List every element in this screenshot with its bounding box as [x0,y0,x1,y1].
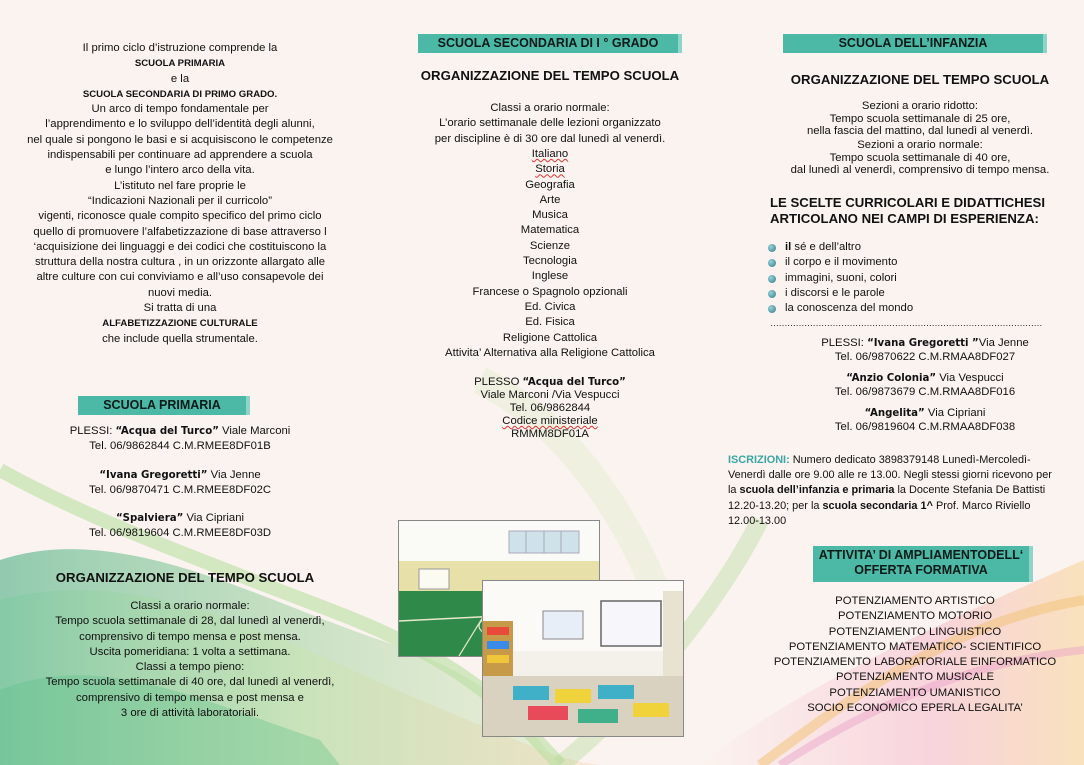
plesso-address [785,337,1065,351]
potenziamento-item: POTENZIAMENTO MOTORIO [838,610,992,623]
plesso-street: Via Cipriani [924,407,986,419]
scelte-title-line: SI ARTICOLANO NEI CAMPI DI ESPERIENZA: [770,195,1045,226]
org-line: Classi a tempo pieno: [135,661,245,674]
org-line: Tempo scuola settimanale di 28, dal lunedì al venerdì, [55,615,325,628]
intro-line: altre culture con cui conviviamo e all’uso consapevole dei [36,271,324,284]
potenziamento-item: POTENZIAMENTO UMANISTICO [829,686,1001,699]
iscrizioni-line-3c: la Docente Stefania De Battisti [894,484,1046,497]
plesso-entry [30,468,330,499]
normale-line: Tempo scuola settimanale di 40 ore, [829,151,1011,164]
secondaria-intro-line: Classi a orario normale: [490,102,610,114]
plesso-phone: Tel. 06/9870471 C.M.RMEE8DF02C [88,483,272,496]
secondaria-section-bar: SCUOLA SECONDARIA DI I ° GRADO [418,34,682,53]
iscrizioni-line-3a: la [728,484,740,497]
plesso-entry [785,372,1065,398]
primaria-org-title: ORGANIZZAZIONE DEL TEMPO SCUOLA [55,570,315,585]
plesso-name: “Acqua del Turco” [522,377,626,388]
plesso-address [785,372,1065,386]
normale-line: dal lunedì al venerdì, comprensivo di tempo mensa. [790,164,1050,176]
orario-ridotto [745,100,1084,138]
intro-line: che include quella strumentale. [102,332,258,345]
attivita-title-line: ATTIVITA’ DI AMPLIAMENTO [818,548,988,562]
potenziamento-item: POTENZIAMENTO LABORATORIALE EINFORMATICO [773,656,1057,669]
column-infanzia [725,0,1084,765]
intro-text [10,41,350,347]
subject-item: Geografia [525,178,575,191]
secondaria-intro-line: per discipline è di 30 ore dal lunedì al venerdì. [434,132,666,145]
intro-line: l’apprendimento e lo sviluppo dell’identità degli alunni, [45,118,315,131]
subject-item: Ed. Civica [524,300,576,313]
subject-item: Scienze [529,239,571,252]
plesso-name: “Spalviera” [115,513,184,525]
campo-item: il corpo e il movimento [767,255,1067,270]
intro-line: quello di promuovere l’alfabetizzazione di base attraverso l [33,225,327,238]
campo-item: immagini, suoni, colori [767,271,1067,286]
plesso-phone: Tel. 06/9870622 C.M.RMAA8DF027 [834,350,1016,363]
plesso-address [785,407,1065,421]
org-line: Uscita pomeridiana: 1 volta a settimana. [89,645,291,658]
plesso-prefix: PLESSI: [821,337,868,349]
iscrizioni-line-2: Venerdì dalle ore 9.00 alle re 13.00. Negli stessi giorni ricevono per [728,469,1052,482]
primaria-org-text [20,599,360,721]
ridotto-line: nella fascia del mattino, dal lunedì al venerdì. [806,125,1034,137]
plesso-detail-line: Codice ministeriale [502,415,598,427]
plesso-street: Via Jenne [978,337,1029,349]
primaria-section-bar: SCUOLA PRIMARIA [78,396,250,415]
subject-item: Musica [532,209,568,222]
plesso-street: Via Vespucci [936,372,1004,384]
intro-line: SCUOLA SECONDARIA DI PRIMO GRADO. [82,88,278,100]
plesso-address [30,468,330,483]
ridotto-line: Tempo scuola settimanale di 25 ore, [829,112,1011,125]
scelte-title [770,195,1084,226]
plesso-phone: Tel. 06/9819604 C.M.RMAA8DF038 [834,420,1016,433]
plesso-detail-line: Viale Marconi /Via Vespucci [480,389,620,401]
subject-item: Italiano [531,148,569,160]
campo-item: la conoscenza del mondo [767,301,1067,316]
ridotto-line: Sezioni a orario ridotto: [861,100,979,112]
column-primary [0,0,360,765]
plesso-street: Via Jenne [207,468,261,481]
plesso-name: “Angelita” [864,408,925,419]
plesso-phone: Tel. 06/9873679 C.M.RMAA8DF016 [834,385,1016,398]
potenziamento-item: POTENZIAMENTO LINGUISTICO [828,625,1002,638]
intro-line: e la [170,72,190,85]
potenziamento-item: POTENZIAMENTO MATEMATICO- SCIENTIFICO [788,640,1042,653]
plesso-prefix: PLESSO [474,376,523,388]
iscrizioni-text [728,453,1082,529]
iscrizioni-label: ISCRIZIONI: [728,454,790,466]
subject-item: Arte [539,193,561,206]
primaria-plessi [30,424,330,555]
attivita-title-line: DELL‘ OFFERTA FORMATIVA [854,548,1024,577]
plesso-entry [785,337,1065,363]
iscrizioni-line-4c: Prof. Marco Riviello [932,499,1031,512]
subject-item: Francese o Spagnolo opzionali [472,285,628,298]
intro-line: “Indicazioni Nazionali per il curricolo” [88,194,272,207]
subject-item: Tecnologia [522,255,577,268]
campo-item: i discorsi e le parole [767,286,1067,301]
plesso-street: Viale Marconi [218,425,291,437]
classroom-image [483,581,683,736]
intro-line: SCUOLA PRIMARIA [134,58,226,70]
subject-item: Inglese [531,270,569,283]
org-line: comprensivo di tempo mensa e post mensa. [79,630,301,643]
plesso-address [30,511,330,526]
plesso-street: Via Cipriani [183,512,245,525]
intro-line: Il primo ciclo d’istruzione comprende la [82,42,278,54]
column-secondary [360,0,730,765]
org-line: comprensivo di tempo mensa e post mensa e [76,691,304,704]
orario-normale [745,139,1084,177]
campo-item [767,240,1067,255]
iscrizioni-line-1: Numero dedicato 3898379148 Lunedì-Mercoledì- [789,454,1031,466]
potenziamento-item: POTENZIAMENTO MUSICALE [836,671,994,684]
subject-item: Matematica [520,224,580,237]
plesso-address [30,424,330,439]
intro-line: ALFABETIZZAZIONE CULTURALE [102,318,258,330]
org-line: 3 ore di attività laboratoriali. [120,707,260,720]
iscrizioni-line-3b: scuola dell’infanzia e primaria [739,484,895,497]
plesso-name: “Ivana Gregoretti” [99,469,208,481]
iscrizioni-line-4a: 12.20-13.20; per la [728,499,823,512]
secondaria-intro-line: L’orario settimanale delle lezioni organizzato [439,117,661,130]
intro-line: nuovi media. [147,286,213,299]
iscrizioni-line-5: 12.00-13.00 [728,514,787,527]
plesso-phone: Tel. 06/9819604 C.M.RMEE8DF03D [88,527,272,540]
org-line: Classi a orario normale: [130,600,250,612]
potenziamenti-list [755,594,1075,716]
subject-item: Attivita’ Alternativa alla Religione Cattolica [445,346,655,359]
intro-line: L’istituto nel fare proprie le [114,179,246,192]
intro-line: vigenti, riconosce quale compito specifico del primo ciclo [38,210,322,223]
scelte-title-line: LE SCELTE CURRICOLARI E DIDATTICHE [770,195,1033,210]
intro-line: Si tratta di una [143,302,217,315]
campi-esperienza-list [767,240,1067,316]
secondaria-plesso [420,376,680,441]
subject-item: Storia [535,163,565,176]
infanzia-org-title: ORGANIZZAZIONE DEL TEMPO SCUOLA [790,72,1050,87]
separator-dots: …………………………………………………………………………………… [770,318,1042,328]
plesso-name: “Acqua del Turco” [115,426,219,437]
normale-line: Sezioni a orario normale: [857,139,983,151]
plesso-entry [785,407,1065,433]
intro-line: ‘acquisizione dei linguaggi e dei codici che costituiscono la [33,240,327,253]
secondaria-org-title: ORGANIZZAZIONE DEL TEMPO SCUOLA [420,68,680,83]
attivita-section-bar [813,546,1033,582]
plesso-phone: Tel. 06/9862844 C.M.RMEE8DF01B [89,440,271,453]
plesso-name: “Ivana Gregoretti ” [867,338,979,349]
plesso-name: “Anzio Colonia” [846,373,937,384]
intro-line: indispensabili per continuare ad apprendere a scuola [47,149,313,162]
intro-line: e lungo l’intero arco della vita. [105,164,255,177]
secondaria-intro [380,101,720,147]
subject-item: Religione Cattolica [502,331,598,344]
intro-line: nel quale si pongono le basi e si acquisiscono le competenze [27,133,333,146]
plesso-entry [30,424,330,455]
infanzia-section-bar: SCUOLA DELL’INFANZIA [783,34,1047,53]
org-line: Tempo scuola settimanale di 40 ore, dal lunedì al venerdì, [45,676,335,689]
subject-list [380,147,720,361]
intro-line: Un arco di tempo fondamentale per [91,103,269,116]
campo-text: sé e dell’altro [791,241,861,253]
plesso-prefix: PLESSI: [69,425,116,437]
campo-bold-word: il [785,241,792,253]
intro-line: struttura della nostra cultura , in un orizzonte allargato alle [34,256,326,269]
classroom-photo [482,580,684,737]
iscrizioni-line-4b: scuola secondaria 1^ [822,499,933,512]
infanzia-plessi [785,337,1065,442]
potenziamento-item: POTENZIAMENTO ARTISTICO [835,595,995,607]
plesso-entry [30,511,330,542]
subject-item: Ed. Fisica [525,316,575,329]
plesso-detail-line: Tel. 06/9862844 [509,402,591,414]
plesso-detail-line: RMMM8DF01A [511,428,589,440]
potenziamento-item: SOCIO ECONOMICO EPERLA LEGALITA’ [807,702,1023,715]
